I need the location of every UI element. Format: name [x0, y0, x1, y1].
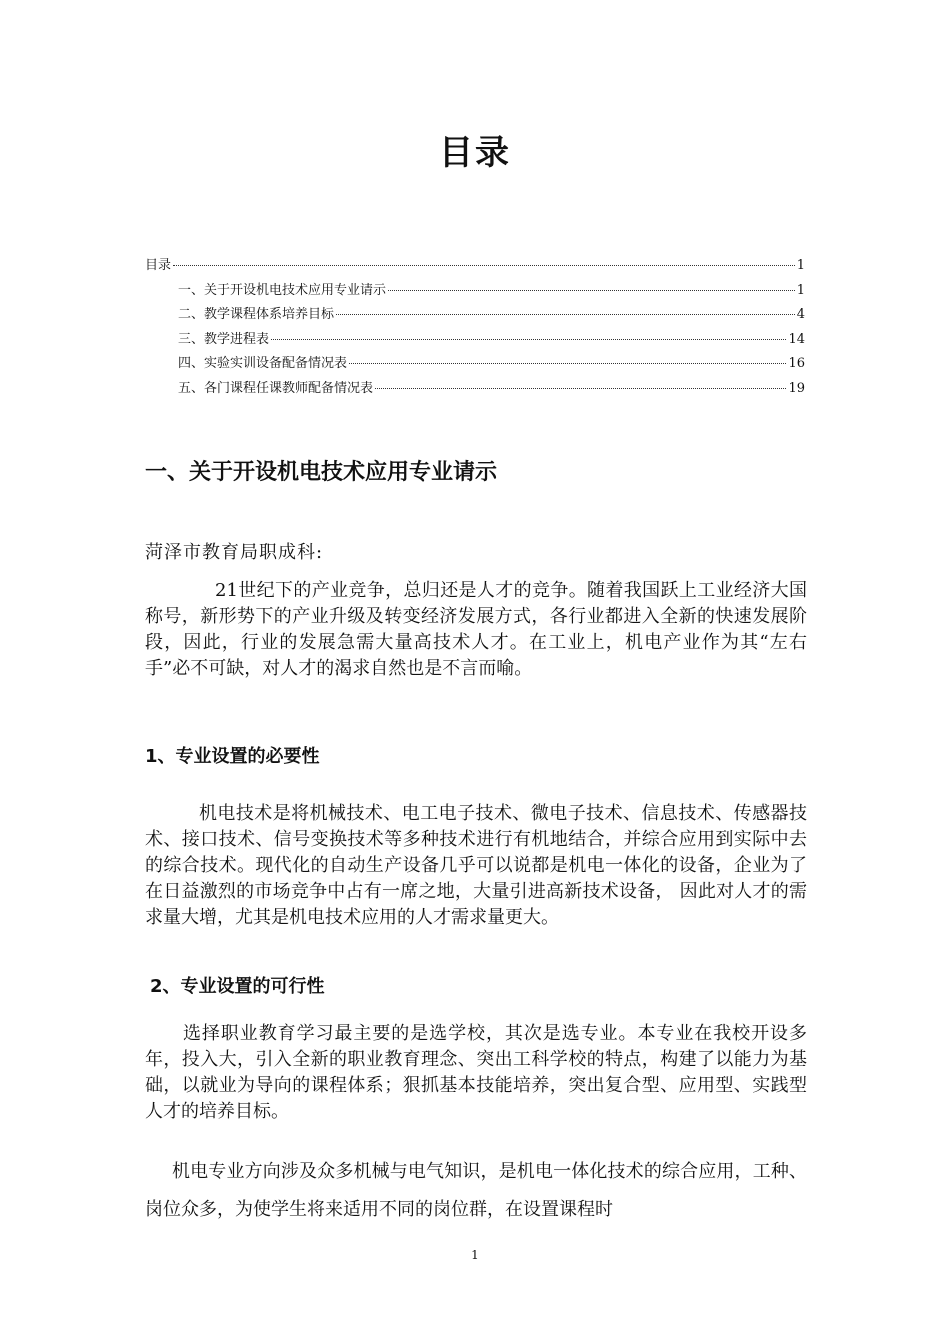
toc-entry[interactable] [145, 377, 805, 402]
feasibility-paragraph-2: 机电专业方向涉及众多机械与电气知识，是机电一体化技术的综合应用，工种、岗位众多，为使学生将来适用不同的岗位群，在设置课程时 [145, 1161, 807, 1220]
necessity-paragraph: 机电技术是将机械技术、电工电子技术、微电子技术、信息技术、传感器技术、接口技术、信号变换技术等多种技术进行有机地结合，并综合应用到实际中去的综合技术。现代化的自动生产设备几乎可以说都是机电一体化的设备，企业为了在日益激烈的市场竞争中占有一席之地，大量引进高新技术设备， 因此对人才的需求量大增，尤其是机电技术应用的人才需求量更大。 [145, 803, 807, 928]
toc-entry[interactable] [145, 303, 805, 328]
salutation: 菏泽市教育局职成科: [145, 542, 324, 563]
toc-entry[interactable] [145, 328, 805, 353]
toc-leader-dots [375, 388, 786, 389]
subsection-heading-necessity: 1、专业设置的必要性 [145, 746, 320, 767]
toc-entry-page: 4 [796, 307, 805, 322]
table-of-contents [145, 254, 805, 401]
feasibility-paragraph: 选择职业教育学习最主要的是选学校，其次是选专业。本专业在我校开设多年，投入大，引入全新的职业教育理念、突出工科学校的特点，构建了以能力为基础，以就业为导向的课程体系；狠抓基本技能培养，突出复合型、应用型、实践型人才的培养目标。 [145, 1023, 807, 1122]
section-heading: 一、关于开设机电技术应用专业请示 [145, 460, 498, 485]
toc-entry-page: 1 [796, 282, 805, 298]
toc-entry[interactable] [145, 352, 805, 377]
page-title: 目录 [439, 133, 511, 173]
toc-entry-page: 19 [788, 380, 805, 396]
intro-paragraph: 21世纪下的产业竞争，总归还是人才的竞争。随着我国跃上工业经济大国称号，新形势下的产业升级及转变经济发展方式，各行业都进入全新的快速发展阶段，因此，行业的发展急需大量高技术人才。在工业上，机电产业作为其“左右手”必不可缺，对人才的渴求自然也是不言而喻。 [145, 580, 807, 679]
toc-entry-text: 五、各门课程任课教师配备情况表 [178, 380, 374, 396]
toc-leader-dots [336, 314, 795, 315]
toc-entry-text: 目录 [145, 258, 172, 273]
toc-leader-dots [271, 339, 786, 340]
toc-entry-text: 四、实验实训设备配备情况表 [178, 356, 348, 371]
toc-entry-text: 二、教学课程体系培养目标 [178, 307, 335, 322]
toc-entry[interactable] [145, 279, 805, 304]
subsection-heading-feasibility: 2、专业设置的可行性 [150, 976, 325, 997]
toc-entry-page: 16 [788, 356, 805, 371]
toc-leader-dots [349, 363, 786, 364]
toc-leader-dots [173, 265, 795, 266]
page-number: 1 [471, 1248, 479, 1262]
toc-entry-text: 三、教学进程表 [178, 331, 270, 347]
toc-entry[interactable] [145, 254, 805, 279]
toc-leader-dots [388, 290, 795, 291]
toc-entry-page: 14 [788, 331, 805, 347]
toc-entry-text: 一、关于开设机电技术应用专业请示 [178, 282, 387, 298]
toc-entry-page: 1 [796, 258, 805, 273]
